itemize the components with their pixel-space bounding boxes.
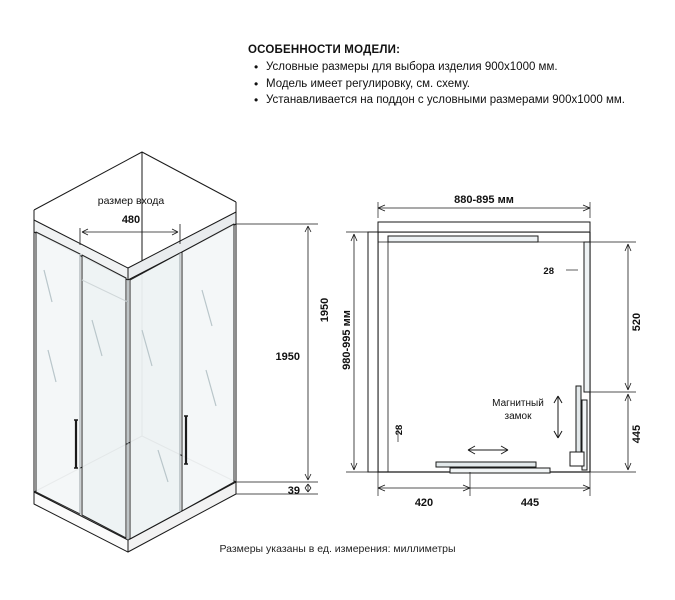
top-wall-block bbox=[378, 222, 590, 232]
left-height-dim-1: 980-995 мм bbox=[341, 310, 353, 370]
fixed-panel-top bbox=[388, 236, 538, 242]
isometric-view bbox=[18, 120, 338, 545]
list-item: • Условные размеры для выбора изделия 900х1000 мм. bbox=[266, 60, 648, 76]
sliding-door-bottom-1 bbox=[436, 462, 536, 467]
magnet-lock-label-1: Магнитный bbox=[492, 398, 544, 409]
ext-right bbox=[590, 242, 636, 472]
sliding-door-bottom-2 bbox=[450, 468, 550, 473]
left-height-dim-2: 1950 bbox=[319, 297, 331, 323]
top-width-dim: 880-895 мм bbox=[454, 194, 514, 206]
features-title: ОСОБЕННОСТИ МОДЕЛИ: bbox=[248, 44, 401, 56]
offset-dim-top: 28 bbox=[543, 266, 554, 277]
sliding-door-right-1 bbox=[576, 386, 581, 456]
fixed-panel-right bbox=[584, 242, 590, 392]
glass-panel-right-inner bbox=[130, 253, 180, 539]
footer-caption: Размеры указаны в ед. измерения: миллиметры bbox=[219, 543, 456, 555]
right-dim-520: 520 bbox=[631, 312, 643, 332]
features-block bbox=[248, 44, 648, 110]
ext-bottom bbox=[378, 472, 590, 496]
magnet-lock-label-2: замок bbox=[504, 411, 532, 422]
glass-panel-left-outer bbox=[36, 232, 80, 514]
height-value: 1950 bbox=[275, 351, 300, 363]
magnet-lock-marker bbox=[570, 452, 584, 466]
glass-panel-right-outer bbox=[182, 224, 234, 511]
isometric-drawing bbox=[18, 120, 338, 540]
right-dim-445: 445 bbox=[631, 424, 643, 444]
ext-lines-entrance bbox=[80, 224, 180, 245]
bottom-dim-445: 445 bbox=[520, 497, 540, 509]
bottom-dim-420: 420 bbox=[414, 497, 434, 509]
entrance-value: 480 bbox=[121, 214, 141, 226]
plan-view bbox=[319, 190, 650, 515]
plan-drawing bbox=[319, 190, 650, 510]
features-list bbox=[248, 60, 648, 109]
offset-dim-left: 28 bbox=[394, 424, 405, 436]
base-value: 39 bbox=[287, 485, 300, 497]
left-wall-block bbox=[368, 232, 378, 472]
list-item: • Устанавливается на поддон с условными размерами 900х1000 мм. bbox=[266, 93, 648, 109]
entrance-label: размер входа bbox=[97, 195, 165, 207]
list-item: • Модель имеет регулировку, см. схему. bbox=[266, 77, 648, 93]
